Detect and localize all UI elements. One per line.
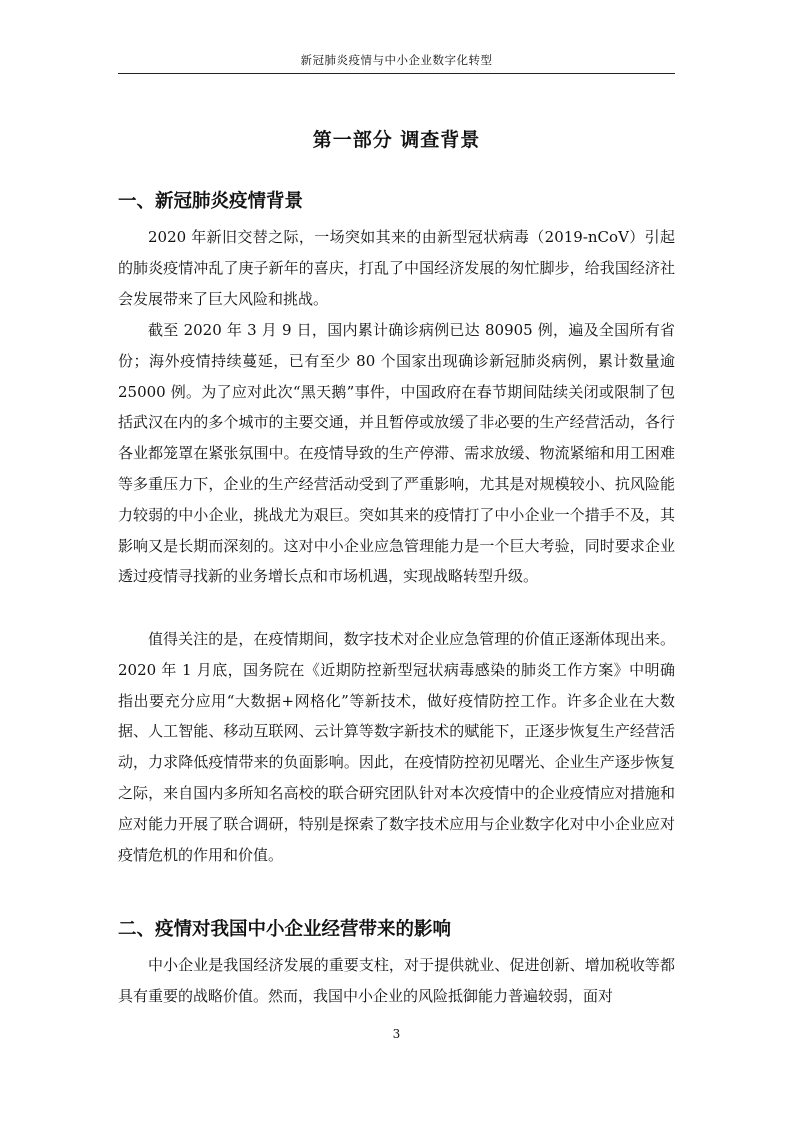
paragraph: 值得关注的是，在疫情期间，数字技术对企业应急管理的价值正逐渐体现出来。2020 年 1 月底，国务院在《近期防控新型冠状病毒感染的肺炎工作方案》中明确指出要充分应用“大数据+网格化”等新技术，做好疫情防控工作。许多企业在大数据、人工智能、移动互联网、云计算等数字新技术的赋能下，正逐步恢复生产经营活动，力求降低疫情带来的负面影响。因此，在疫情防控初见曙光、企业生产逐步恢复之际，来自国内多所知名高校的联合研究团队针对本次疫情中的企业疫情应对措施和应对能力开展了联合调研，特别是探索了数字技术应用与企业数字化对中小企业应对疫情危机的作用和价值。 [118, 630, 675, 864]
paragraph: 2020 年新旧交替之际，一场突如其来的由新型冠状病毒（2019-nCoV）引起的肺炎疫情冲乱了庚子新年的喜庆，打乱了中国经济发展的匆忙脚步，给我国经济社会发展带来了巨大风险和挑战。 [118, 228, 675, 308]
section-heading-background: 一、新冠肺炎疫情背景 [118, 191, 304, 212]
part-title: 第一部分 调查背景 [312, 129, 481, 151]
paragraph: 中小企业是我国经济发展的重要支柱，对于提供就业、促进创新、增加税收等都具有重要的战略价值。然而，我国中小企业的风险抵御能力普遍较弱，面对 [118, 956, 675, 1005]
section-heading-impact: 二、疫情对我国中小企业经营带来的影响 [118, 919, 452, 940]
running-header: 新冠肺炎疫情与中小企业数字化转型 [300, 53, 493, 67]
header-rule [118, 73, 675, 74]
page-number: 3 [392, 1027, 401, 1041]
paragraph: 截至 2020 年 3 月 9 日，国内累计确诊病例已达 80905 例，遍及全国所有省份；海外疫情持续蔓延，已有至少 80 个国家出现确诊新冠肺炎病例，累计数量逾 25000 例。为了应对此次“黑天鹅”事件，中国政府在春节期间陆续关闭或限制了包括武汉在内的多个城市的主要交通，并且暂停或放缓了非必要的生产经营活动，各行各业都笼罩在紧张氛围中。在疫情导致的生产停滞、需求放缓、物流紧缩和用工困难等多重压力下，企业的生产经营活动受到了严重影响，尤其是对规模较小、抗风险能力较弱的中小企业，挑战尤为艰巨。突如其来的疫情打了中小企业一个措手不及，其影响又是长期而深刻的。这对中小企业应急管理能力是一个巨大考验，同时要求企业透过疫情寻找新的业务增长点和市场机遇，实现战略转型升级。 [118, 321, 675, 586]
